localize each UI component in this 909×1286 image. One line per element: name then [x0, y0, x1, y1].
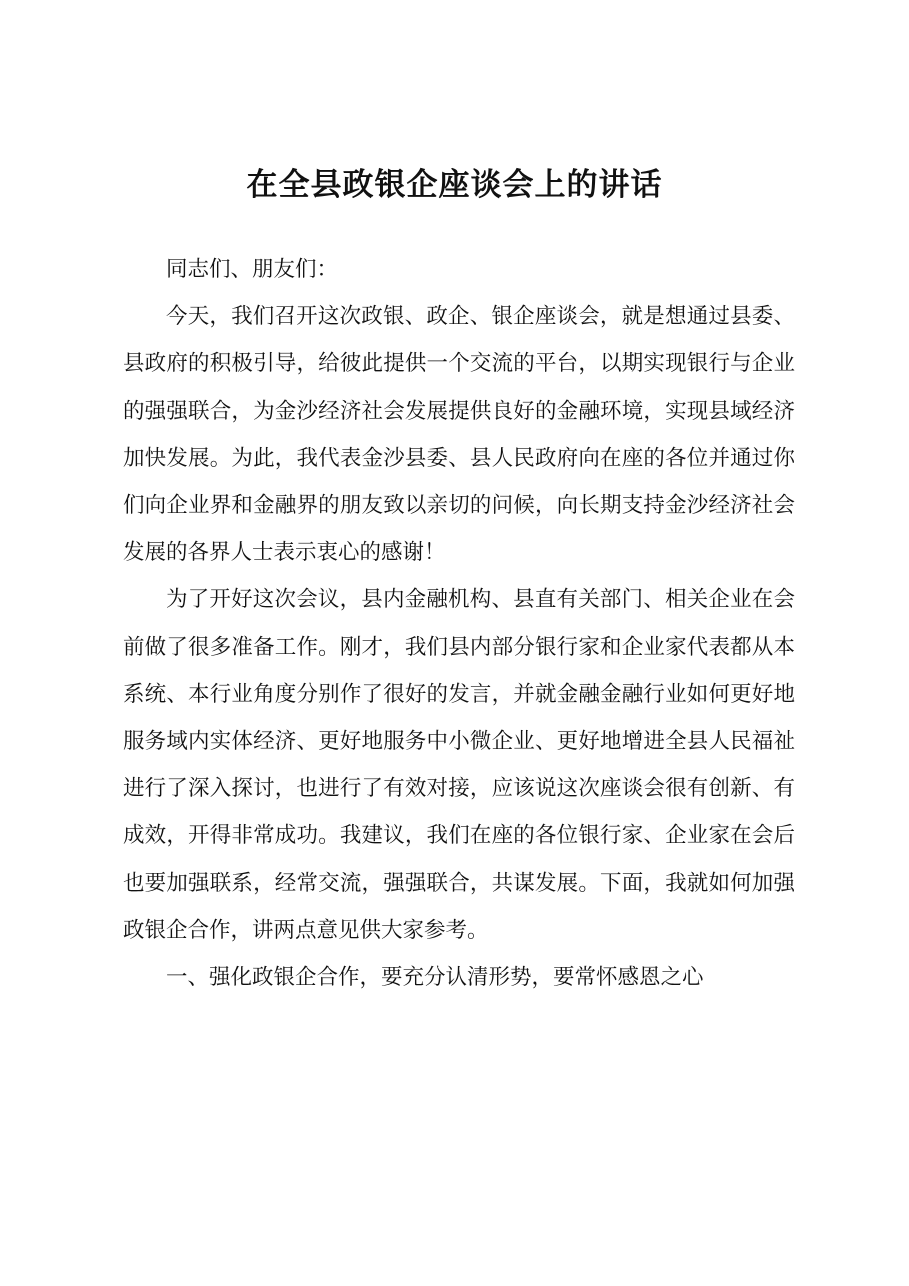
section-heading: 一、强化政银企合作，要充分认清形势，要常怀感恩之心: [166, 965, 704, 991]
salutation-paragraph: 同志们、朋友们：: [166, 257, 339, 282]
body-paragraph: 今天，我们召开这次政银、政企、银企座谈会，就是想通过县委、县政府的积极引导，给彼此提供一个交流的平台，以期实现银行与企业的强强联合，为金沙经济社会发展提供良好的金融环境，实现县域经济加快发展。为此，我代表金沙县委、县人民政府向在座的各位并通过你们向企业界和金融界的朋友致以亲切的问候，向长期支持金沙经济社会发展的各界人士表示衷心的感谢！: [123, 304, 795, 566]
document-title: 在全县政银企座谈会上的讲话: [246, 167, 663, 203]
body-paragraph: 为了开好这次会议，县内金融机构、县直有关部门、相关企业在会前做了很多准备工作。刚才，我们县内部分银行家和企业家代表都从本系统、本行业角度分别作了很好的发言，并就金融金融行业如何更好地服务域内实体经济、更好地服务中小微企业、更好地增进全县人民福祉进行了深入探讨，也进行了有效对接，应该说这次座谈会很有创新、有成效，开得非常成功。我建议，我们在座的各位银行家、企业家在会后也要加强联系，经常交流，强强联合，共谋发展。下面，我就如何加强政银企合作，讲两点意见供大家参考。: [123, 587, 795, 943]
document-body: [123, 246, 795, 1001]
